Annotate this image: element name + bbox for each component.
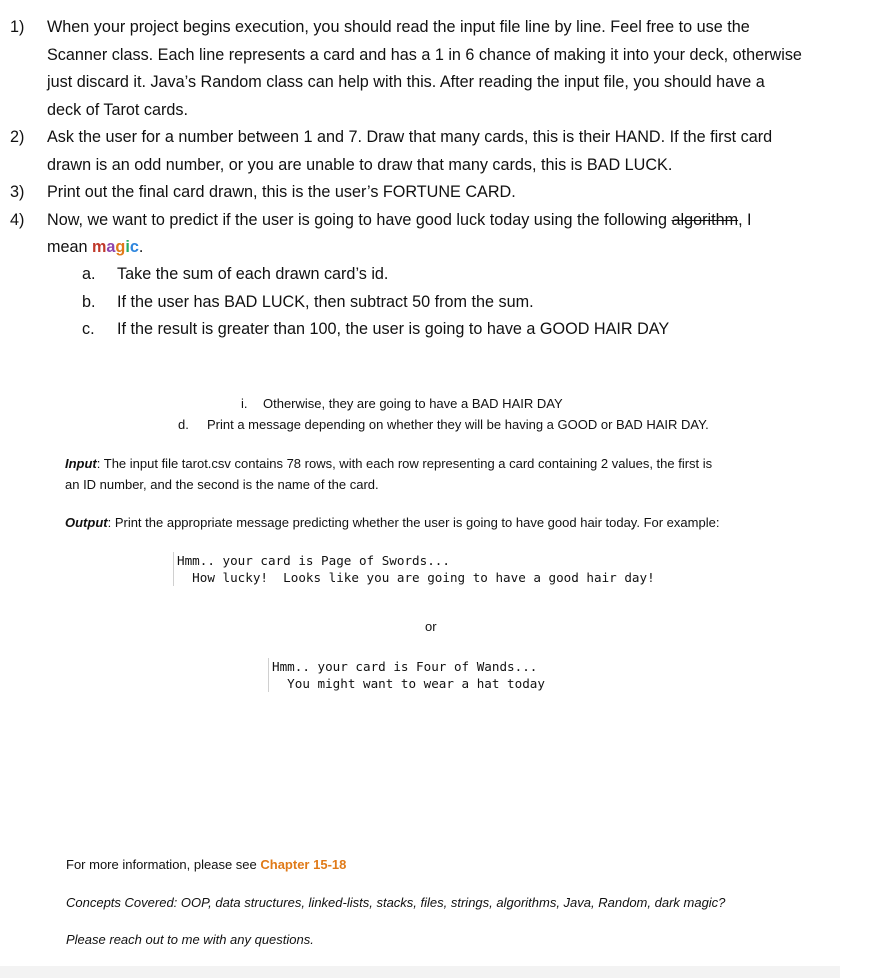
chapter-link[interactable]: Chapter 15-18 xyxy=(260,857,347,872)
item-1-line-3: just discard it. Java’s Random class can help with this. After reading the input file, you should have a xyxy=(47,73,765,91)
subitem-c-text: If the result is greater than 100, the user is going to have a GOOD HAIR DAY xyxy=(117,320,670,338)
item-2-number: 2) xyxy=(10,128,25,146)
subitem-a-text: Take the sum of each drawn card’s id. xyxy=(117,265,389,283)
more-info-line xyxy=(66,856,346,874)
magic-letter: c xyxy=(129,238,139,256)
more-info-text: For more information, please see xyxy=(66,857,261,872)
item-2-line-1: Ask the user for a number between 1 and 7. Draw that many cards, this is their HAND. If the first card xyxy=(47,128,773,146)
output-line xyxy=(65,514,719,532)
concepts-covered: Concepts Covered: OOP, data structures, linked-lists, stacks, files, strings, algorithms, Java, Random, dark magic? xyxy=(66,895,726,910)
example-output-1: Hmm.. your card is Page of Swords... How lucky! Looks like you are going to have a good hair day! xyxy=(173,552,655,586)
item-4-number: 4) xyxy=(10,210,25,229)
subitem-b-text: If the user has BAD LUCK, then subtract 50 from the sum. xyxy=(117,292,534,311)
subitem-c-label: c. xyxy=(82,320,95,338)
strikethrough-word: algorithm xyxy=(671,210,739,229)
item-3-number: 3) xyxy=(10,183,25,201)
item-2-line-2: drawn is an odd number, or you are unable to draw that many cards, this is BAD LUCK. xyxy=(47,155,673,174)
subitem-a-label: a. xyxy=(82,265,96,283)
example-output-2: Hmm.. your card is Four of Wands... You might want to wear a hat today xyxy=(268,658,545,692)
item-4-line-2-pre: mean xyxy=(47,238,92,256)
item-1-line-2: Scanner class. Each line represents a card and has a 1 in 6 chance of making it into your deck, otherwise xyxy=(47,45,802,64)
or-separator: or xyxy=(425,619,437,634)
small-item-i-label: i. xyxy=(241,396,248,411)
small-item-d-label: d. xyxy=(178,417,189,432)
magic-letter: a xyxy=(106,238,116,256)
item-4-line-1 xyxy=(47,207,752,235)
output-text: : Print the appropriate message predicting whether the user is going to have good hair today. For example: xyxy=(107,515,720,530)
magic-letter: m xyxy=(92,238,107,256)
item-4-line-2 xyxy=(47,234,143,262)
item-4-line-1-pre: Now, we want to predict if the user is going to have good luck today using the following xyxy=(47,210,672,229)
item-3-line-1: Print out the final card drawn, this is the user’s FORTUNE CARD. xyxy=(47,183,516,201)
input-line-2: an ID number, and the second is the name of the card. xyxy=(65,477,379,492)
input-text-1: : The input file tarot.csv contains 78 rows, with each row representing a card containing 2 values, the first is xyxy=(96,456,713,471)
page-bottom-bar xyxy=(0,966,840,978)
magic-letter: g xyxy=(115,238,126,256)
input-label: Input xyxy=(65,456,97,471)
input-line-1 xyxy=(65,455,712,473)
item-1-number: 1) xyxy=(10,18,25,36)
subitem-b-label: b. xyxy=(82,292,96,311)
output-label: Output xyxy=(65,515,108,530)
item-1-line-4: deck of Tarot cards. xyxy=(47,100,188,119)
reach-out-note: Please reach out to me with any questions. xyxy=(66,932,314,947)
magic-letter: i xyxy=(125,238,130,256)
item-4-line-2-post: . xyxy=(138,238,144,256)
small-item-d-text: Print a message depending on whether they will be having a GOOD or BAD HAIR DAY. xyxy=(207,417,709,432)
item-1-line-1: When your project begins execution, you should read the input file line by line. Feel free to use the xyxy=(47,18,750,36)
small-item-i-text: Otherwise, they are going to have a BAD HAIR DAY xyxy=(263,396,563,411)
item-4-line-1-post: , I xyxy=(738,210,752,229)
